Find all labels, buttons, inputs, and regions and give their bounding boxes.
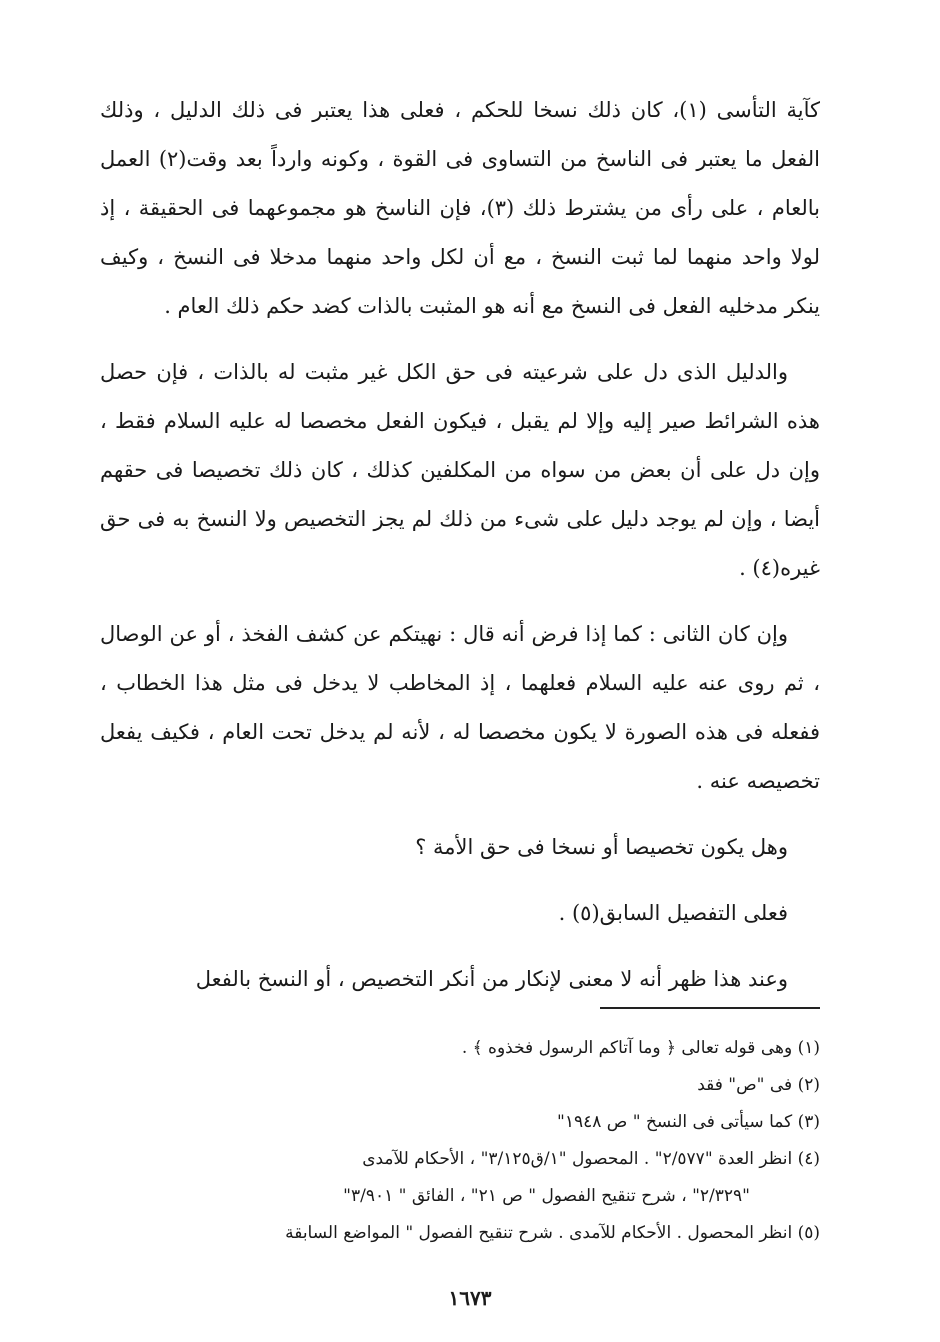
footnote-4-continued: "٢/٣٢٩" ، شرح تنقيح الفصول " ص ٢١" ، الفائق " ٣/٩٠١" bbox=[343, 1186, 750, 1206]
footnote-5: (٥) انظر المحصول . الأحكام للآمدى . شرح تنقيح الفصول " المواضع السابقة bbox=[285, 1223, 820, 1243]
main-text bbox=[100, 86, 820, 1021]
footnote-1: (١) وهى قوله تعالى ﴿ وما آتاكم الرسول فخذوه ﴾ . bbox=[461, 1038, 820, 1058]
paragraph-1: كآية التأسى (١)، كان ذلك نسخا للحكم ، فعلى هذا يعتبر فى ذلك الدليل ، وذلك الفعل ما يعتبر فى الناسخ من التساوى فى القوة ، وكونه وارداً بعد وقت(٢) العمل بالعام ، على رأى من يشترط ذلك (٣)، فإن الناسخ هو مجموعهما فى الحقيقة ، إذ لولا واحد منهما لما ثبت النسخ ، مع أن لكل واحد منهما مدخلا فى النسخ ، وكيف ينكر مدخليه الفعل فى النسخ مع أنه هو المثبت بالذات كضد حكم ذلك العام . bbox=[100, 98, 821, 318]
footnotes bbox=[120, 1030, 820, 1252]
footnote-divider bbox=[600, 1007, 820, 1009]
page-number: ١٦٧٣ bbox=[448, 1286, 492, 1310]
paragraph-3: وإن كان الثانى : كما إذا فرض أنه قال : نهيتكم عن كشف الفخذ ، أو عن الوصال ، ثم روى عنه عليه السلام فعلهما ، إذ المخاطب لا يدخل فى مثل هذا الخطاب ، ففعله فى هذه الصورة لا يكون مخصصا له ، لأنه لم يدخل تحت العام ، فكيف يفعل تخصيصه عنه . bbox=[100, 622, 820, 793]
footnote-2: (٢) فى "ص" فقد bbox=[697, 1075, 820, 1095]
paragraph-5: فعلى التفصيل السابق(٥) . bbox=[558, 901, 788, 925]
paragraph-2: والدليل الذى دل على شرعيته فى حق الكل غير مثبت له بالذات ، فإن حصل هذه الشرائط صير إليه وإلا لم يقبل ، فيكون الفعل مخصصا له عليه السلام فقط ، وإن دل على أن بعض من سواه من المكلفين كذلك ، كان ذلك تخصيصا فى حقهم أيضا ، وإن لم يوجد دليل على شىء من ذلك لم يجز التخصيص ولا النسخ به فى حق غيره(٤) . bbox=[100, 360, 820, 580]
footnote-3: (٣) كما سيأتى فى النسخ " ص ١٩٤٨" bbox=[557, 1112, 820, 1132]
paragraph-6: وعند هذا ظهر أنه لا معنى لإنكار من أنكر التخصيص ، أو النسخ بالفعل bbox=[195, 967, 788, 991]
paragraph-4: وهل يكون تخصيصا أو نسخا فى حق الأمة ؟ bbox=[415, 835, 788, 859]
footnote-4: (٤) انظر العدة "٢/٥٧٧" . المحصول "١/ق٣/١٢٥" ، الأحكام للآمدى bbox=[362, 1149, 820, 1169]
